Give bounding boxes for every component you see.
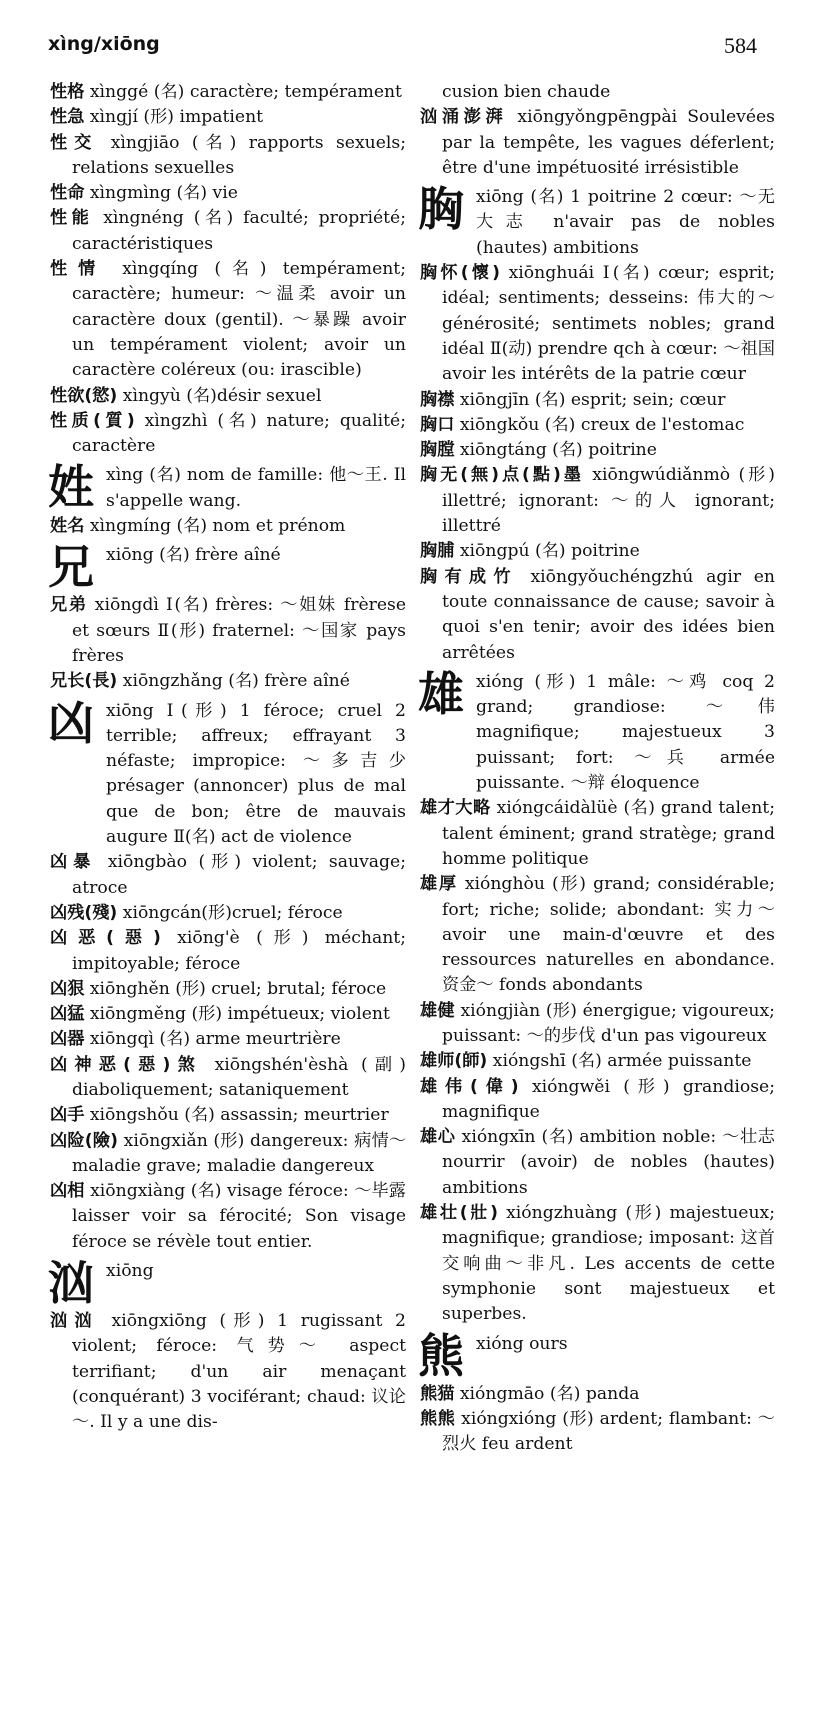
right-column xyxy=(420,80,775,1457)
compound-headword: 凶狠 xyxy=(50,978,85,999)
compound-headword: 性急 xyxy=(50,107,85,128)
entry-definition: xióng (形) 1 mâle: ～鸡 coq 2 grand; grandiose: ～伟 magnifique; majestueux 3 puissant; fort: ～兵 armée puissante. ～辩 éloquence xyxy=(476,671,775,794)
compound-entry xyxy=(420,438,775,463)
entry-definition: xìngjí (形) impatient xyxy=(89,107,264,128)
compound-entry xyxy=(50,181,406,206)
entry-definition: xiōngyǒuchéngzhú agir en toute connaissance de cause; savoir à quoi s'en tenir; avoir des idées bien arrêtées xyxy=(442,566,775,663)
entry-definition: xiōngxiǎn (形) dangereux: 病情～ maladie grave; maladie dangereux xyxy=(72,1130,407,1176)
entry-definition: xiōngtáng (名) poitrine xyxy=(459,440,657,461)
entry-definition: xìng (名) nom de famille: 他～王. Il s'appelle wang. xyxy=(106,465,406,511)
compound-headword: 胸无(無)点(點)墨 xyxy=(420,465,584,486)
compound-entry xyxy=(50,1179,406,1255)
headword-entry xyxy=(418,182,775,261)
entry-definition: xióngwěi (形) grandiose; magnifique xyxy=(442,1076,775,1122)
compound-entry xyxy=(50,901,406,926)
compound-entry xyxy=(50,105,406,130)
entry-definition: xiōngshǒu (名) assassin; meurtrier xyxy=(89,1105,389,1126)
compound-headword: 熊猫 xyxy=(420,1383,455,1404)
compound-headword: 凶器 xyxy=(50,1029,85,1050)
compound-headword: 雄才大略 xyxy=(420,798,491,819)
entry-definition: xióngzhuàng (形) majestueux; magnifique; grandiose; imposant: 这首交响曲～非凡. Les accents de cette symphonie sont majestueux et superbes. xyxy=(442,1203,776,1325)
headword-entry xyxy=(418,1328,775,1383)
compound-headword: 凶相 xyxy=(50,1181,85,1202)
left-column xyxy=(50,80,406,1436)
compound-entry xyxy=(420,1075,775,1126)
entry-definition: xìngnéng (名) faculté; propriété; caractéristiques xyxy=(72,208,406,254)
compound-headword: 凶暴 xyxy=(50,852,97,873)
compound-entry xyxy=(50,977,406,1002)
compound-entry xyxy=(420,413,775,438)
compound-headword: 雄厚 xyxy=(420,874,458,895)
compound-entry xyxy=(50,1002,406,1027)
compound-headword: 汹涌澎湃 xyxy=(420,107,508,128)
headword-entry xyxy=(48,540,406,595)
entry-definition: xìngmìng (名) vie xyxy=(89,183,238,204)
compound-headword: 胸口 xyxy=(420,414,455,435)
compound-headword: 性能 xyxy=(50,208,94,229)
entry-definition: xiónghòu (形) grand; considérable; fort; riche; solide; abondant: 实力～ avoir une main-d'œuvre et des ressources naturelles en abondance. 资金～ fonds abondants xyxy=(442,874,775,996)
compound-entry xyxy=(420,872,775,998)
entry-definition: xiōngzhǎng (名) frère aîné xyxy=(122,671,350,692)
entry-definition: xiōng (名) frère aîné xyxy=(106,545,281,566)
entry-definition: xìnggé (名) caractère; tempérament xyxy=(89,82,402,102)
entry-definition: xiōngjīn (名) esprit; sein; cœur xyxy=(459,389,726,410)
compound-entry xyxy=(420,1049,775,1074)
compound-entry xyxy=(420,388,775,413)
compound-headword: 性情 xyxy=(50,259,106,280)
entry-definition: xióngjiàn (形) énergigue; vigoureux; puissant: ～的步伐 d'un pas vigoureux xyxy=(442,1000,775,1046)
entry-definition: xiōng xyxy=(106,1261,154,1282)
compound-headword: 凶恶(惡) xyxy=(50,928,161,949)
compound-entry xyxy=(420,463,775,539)
headword-character: 胸 xyxy=(418,182,464,237)
compound-headword: 性欲(慾) xyxy=(50,385,118,406)
compound-headword: 性交 xyxy=(50,132,99,153)
compound-entry xyxy=(50,593,406,669)
compound-entry xyxy=(50,384,406,409)
compound-headword: 胸怀(懷) xyxy=(420,263,500,284)
compound-headword: 汹汹 xyxy=(50,1311,99,1332)
entry-definition: xióng ours xyxy=(476,1333,568,1354)
compound-entry xyxy=(50,1309,406,1435)
compound-entry xyxy=(50,926,406,977)
headword-entry xyxy=(418,666,775,796)
entry-definition: xiōnghěn (形) cruel; brutal; féroce xyxy=(89,978,387,999)
headword-character: 熊 xyxy=(418,1328,464,1383)
entry-definition: xìngqíng (名) tempérament; caractère; humeur: ～温柔 avoir un caractère doux (gentil). ～暴躁 avoir un tempérament violent; avoir un caractère coléreux (ou: irascible) xyxy=(72,259,407,381)
running-header: xìng/xiōng xyxy=(48,33,160,55)
compound-entry xyxy=(420,565,775,666)
entry-definition: xióngcáidàlüè (名) grand talent; talent éminent; grand stratège; grand homme politique xyxy=(442,798,775,869)
compound-headword: 胸脯 xyxy=(420,541,455,562)
compound-entry xyxy=(50,1053,406,1104)
compound-entry xyxy=(50,131,406,182)
entry-definition: xiōngyǒngpēngpài Soulevées par la tempête, les vagues déferlent; être d'une impétuosité irrésistible xyxy=(442,107,775,178)
compound-entry xyxy=(420,1407,775,1458)
entry-definition: xiōngdì Ⅰ(名) frères: ～姐妹 frèrese et sœurs Ⅱ(形) fraternel: ～国家 pays frères xyxy=(72,595,406,666)
compound-headword: 胸襟 xyxy=(420,389,455,410)
compound-entry xyxy=(50,669,406,694)
entry-definition: xiōngxiōng (形) 1 rugissant 2 violent; féroce: 气势～ aspect terrifiant; d'un air menaçant (conquérant) 3 vociférant; chaud: 议论～. Il y a une dis- xyxy=(72,1311,406,1433)
compound-headword: 凶手 xyxy=(50,1105,85,1126)
headword-entry xyxy=(48,1256,406,1311)
compound-headword: 凶险(險) xyxy=(50,1130,118,1151)
entry-definition: xiōng (名) 1 poitrine 2 cœur: ～无大志 n'avair pas de nobles (hautes) ambitions xyxy=(476,187,775,258)
entry-definition: xiōngměng (形) impétueux; violent xyxy=(89,1004,390,1025)
compound-entry xyxy=(420,1125,775,1201)
entry-definition: xióngxióng (形) ardent; flambant: ～烈火 feu ardent xyxy=(442,1408,775,1455)
compound-headword: 雄伟(偉) xyxy=(420,1076,519,1097)
entry-definition: xiōnghuái Ⅰ(名) cœur; esprit; idéal; sentiments; desseins: 伟大的～ générosité; sentimets nobles; grand idéal Ⅱ(动) prendre qch à cœur: ～祖国 avoir les intérêts de la patrie cœur xyxy=(442,263,776,385)
compound-entry xyxy=(50,80,406,105)
compound-entry xyxy=(420,105,775,181)
entry-definition: xìngmíng (名) nom et prénom xyxy=(89,516,346,537)
compound-headword: 性命 xyxy=(50,183,85,204)
compound-entry xyxy=(50,1027,406,1052)
compound-headword: 熊熊 xyxy=(420,1408,456,1429)
headword-entry xyxy=(48,460,406,515)
entry-definition: xiōngxiàng (名) visage féroce: ～毕露 laisser voir sa férocité; Son visage féroce se révèle tout entier. xyxy=(72,1181,406,1252)
compound-entry xyxy=(420,999,775,1050)
entry-definition: xiōngwúdiǎnmò (形) illettré; ignorant: ～的人 ignorant; illettré xyxy=(442,465,776,537)
entry-definition: xiōngqì (名) arme meurtrière xyxy=(89,1029,341,1050)
entry-definition: xiōngcán(形)cruel; féroce xyxy=(122,902,343,923)
compound-entry xyxy=(420,539,775,564)
compound-entry xyxy=(50,1129,406,1180)
compound-headword: 性质(質) xyxy=(50,410,135,431)
compound-entry xyxy=(420,1201,775,1327)
compound-entry xyxy=(50,409,406,460)
compound-headword: 凶残(殘) xyxy=(50,902,118,923)
compound-headword: 兄长(長) xyxy=(50,671,118,692)
entry-definition: xiōng'è (形) méchant; impitoyable; féroce xyxy=(72,928,406,974)
compound-entry xyxy=(50,206,406,257)
compound-headword: 兄弟 xyxy=(50,595,88,616)
entry-definition: xìngjiāo (名) rapports sexuels; relations sexuelles xyxy=(72,132,406,178)
headword-character: 凶 xyxy=(48,695,94,750)
compound-entry xyxy=(50,850,406,901)
entry-definition: xìngzhì (名) nature; qualité; caractère xyxy=(72,410,406,457)
headword-character: 汹 xyxy=(48,1256,94,1311)
compound-headword: 雄师(師) xyxy=(420,1051,488,1072)
entry-definition: xióngxīn (名) ambition noble: ～壮志 nourrir (avoir) de nobles (hautes) ambitions xyxy=(442,1127,775,1198)
entry-definition: xiōngshén'èshà (副) diaboliquement; sataniquement xyxy=(72,1054,406,1100)
compound-headword: 胸膛 xyxy=(420,440,455,461)
compound-entry xyxy=(420,796,775,872)
compound-entry xyxy=(420,1382,775,1407)
compound-headword: 胸有成竹 xyxy=(420,566,518,587)
compound-entry xyxy=(50,1103,406,1128)
compound-headword: 雄健 xyxy=(420,1000,455,1021)
entry-definition: xióngmāo (名) panda xyxy=(459,1383,640,1404)
headword-character: 雄 xyxy=(418,666,464,721)
headword-character: 姓 xyxy=(48,460,94,515)
compound-headword: 雄心 xyxy=(420,1127,456,1148)
entry-definition: xiōngkǒu (名) creux de l'estomac xyxy=(459,414,745,435)
entry-definition: xìngyù (名)désir sexuel xyxy=(122,385,322,406)
entry-definition: xiōng Ⅰ(形) 1 féroce; cruel 2 terrible; affreux; effrayant 3 néfaste; impropice: ～多吉少 présager (annoncer) plus de mal que de bon; être de mauvais augure Ⅱ(名) act de violence xyxy=(106,700,406,848)
entry-definition: cusion bien chaude xyxy=(442,82,611,102)
compound-entry xyxy=(420,261,775,387)
compound-headword: 凶神恶(惡)煞 xyxy=(50,1054,202,1075)
entry-continuation xyxy=(420,80,775,105)
compound-headword: 姓名 xyxy=(50,516,85,537)
headword-entry xyxy=(48,695,406,851)
compound-headword: 性格 xyxy=(50,82,85,102)
entry-definition: xiōngbào (形) violent; sauvage; atroce xyxy=(72,852,406,898)
headword-character: 兄 xyxy=(48,540,94,595)
compound-entry xyxy=(50,514,406,539)
entry-definition: xióngshī (名) armée puissante xyxy=(492,1051,752,1072)
compound-headword: 凶猛 xyxy=(50,1004,85,1025)
entry-definition: xiōngpú (名) poitrine xyxy=(459,541,640,562)
page-number: 584 xyxy=(724,33,757,58)
compound-headword: 雄壮(壯) xyxy=(420,1203,498,1224)
compound-entry xyxy=(50,257,406,383)
